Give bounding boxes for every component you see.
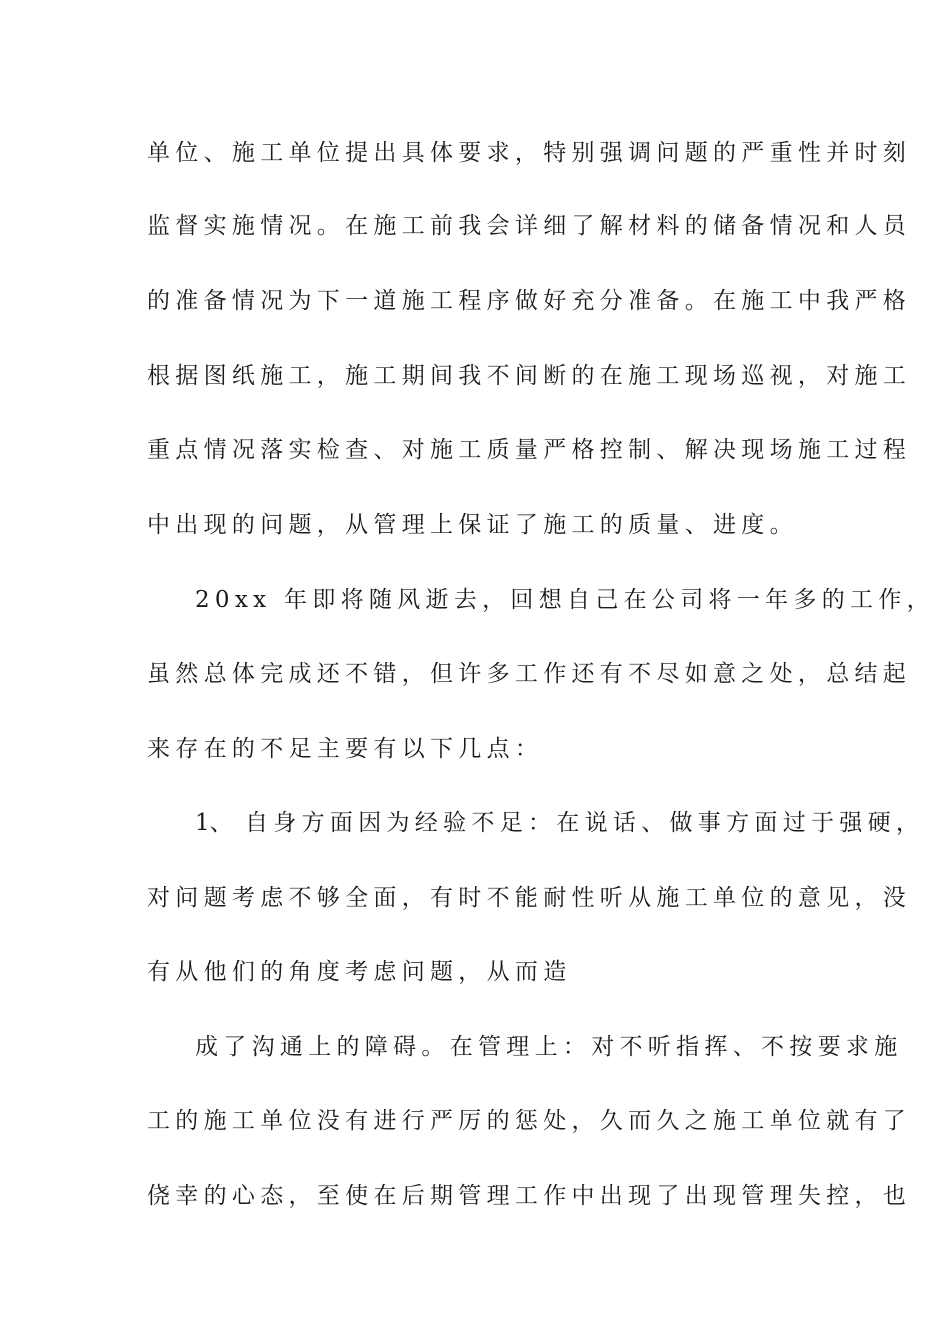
text-line-5: 重点情况落实检查、对施工质量严格控制、解决现场施工过程 — [147, 437, 912, 463]
text-line-12: 有从他们的角度考虑问题，从而造 — [147, 959, 572, 985]
text-line-4: 根据图纸施工，施工期间我不间断的在施工现场巡视，对施工 — [147, 363, 912, 389]
text-line-15: 侥幸的心态，至使在后期管理工作中出现了出现管理失控，也 — [147, 1183, 912, 1209]
text-line-6: 中出现的问题，从管理上保证了施工的质量、进度。 — [147, 512, 798, 538]
paragraph-start-line: 20xx 年即将随风逝去，回想自己在公司将一年多的工作， — [195, 587, 935, 613]
text-line-8: 虽然总体完成还不错，但许多工作还有不尽如意之处，总结起 — [147, 661, 912, 687]
text-line-14: 工的施工单位没有进行严厉的惩处，久而久之施工单位就有了 — [147, 1108, 912, 1134]
list-item-1 — [195, 803, 925, 843]
paragraph-continue-line: 成了沟通上的障碍。在管理上：对不听指挥、不按要求施 — [195, 1034, 903, 1060]
text-line-1: 单位、施工单位提出具体要求，特别强调问题的严重性并时刻 — [147, 140, 912, 166]
text-line-2: 监督实施情况。在施工前我会详细了解材料的储备情况和人员 — [147, 213, 912, 239]
list-number: 1、 — [195, 810, 233, 836]
list-item-text: 自身方面因为经验不足：在说话、做事方面过于强硬， — [245, 810, 925, 836]
text-line-9: 来存在的不足主要有以下几点： — [147, 736, 544, 762]
text-line-11: 对问题考虑不够全面，有时不能耐性听从施工单位的意见，没 — [147, 885, 912, 911]
text-line-3: 的准备情况为下一道施工程序做好充分准备。在施工中我严格 — [147, 288, 912, 314]
